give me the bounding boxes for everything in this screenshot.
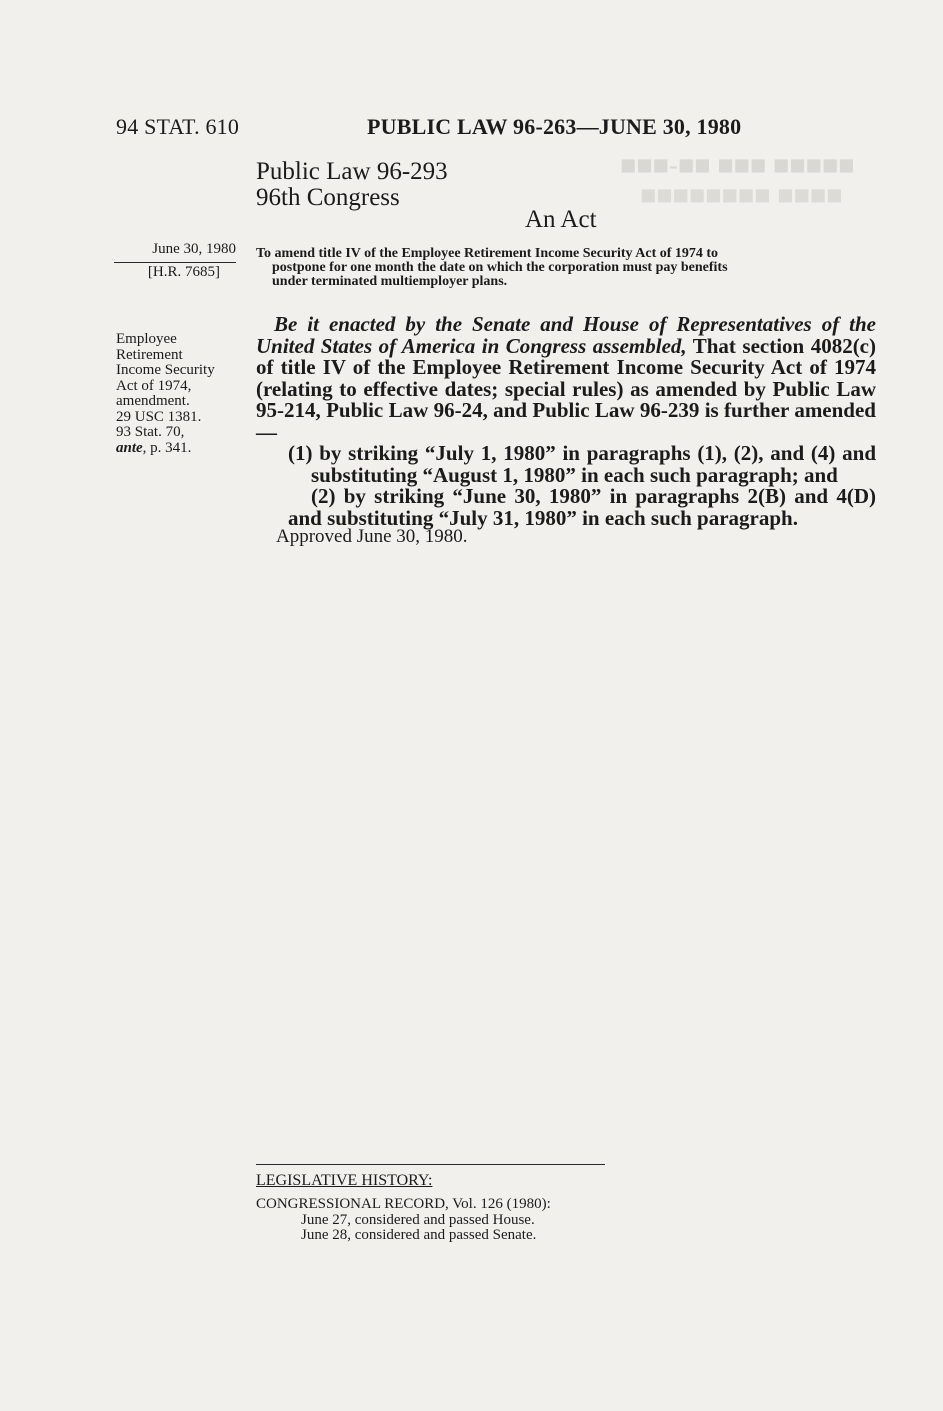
amendment-item: (2) by striking “June 30, 1980” in paragraphs 2(B) and 4(D) and substituting “July 31, 1980” in each such paragraph. [288, 484, 876, 530]
legislative-history-record [256, 1197, 551, 1244]
legislative-history-divider [256, 1164, 605, 1165]
ante-page: , p. 341. [142, 439, 192, 456]
history-entry: June 28, considered and passed Senate. [301, 1227, 537, 1243]
margin-note: 29 USC 1381. [116, 408, 202, 425]
section-text: That section 4082(c) of title IV of the Employee Retirement Income Security Act of 1974 (relating to effective dates; special rules) as amended by Public Law 95-214, Public Law 96-24, and Public Law 96-239 is further amended— [256, 333, 876, 444]
margin-note: Income Security [116, 362, 215, 378]
purpose-clause [256, 247, 876, 289]
bleed-through-shadow-2: ■■■■ ■■■■■■■■ [640, 180, 843, 210]
margin-bill-number: [H.R. 7685] [147, 264, 220, 280]
purpose-line: under terminated multiemployer plans. [272, 274, 508, 289]
purpose-line: To amend title IV of the Employee Retirement Income Security Act of 1974 to [256, 246, 719, 261]
margin-divider [114, 262, 236, 263]
margin-note: 93 Stat. 70, [116, 424, 185, 440]
public-law-number: Public Law 96-293 [256, 158, 448, 185]
margin-date: June 30, 1980 [152, 241, 236, 257]
bleed-through-shadow: ■■■■■ ■■■ ■■-■■■ [620, 150, 855, 180]
amendment-item: (1) by striking “July 1, 1980” in paragraphs (1), (2), and (4) and substituting “August 1, 1980” in each such paragraph; and [288, 441, 876, 487]
margin-note-ante [116, 441, 215, 457]
congress-number: 96th Congress [256, 184, 400, 211]
margin-note: amendment. [116, 393, 190, 409]
act-heading: An Act [525, 206, 597, 233]
margin-notes [116, 332, 215, 456]
history-entry: June 27, considered and passed House. [301, 1211, 535, 1228]
purpose-line: postpone for one month the date on which the corporation must pay benefits [272, 260, 728, 275]
running-title: PUBLIC LAW 96-263—JUNE 30, 1980 [367, 114, 742, 139]
enacting-clause: Be it enacted by the Senate and House of Representatives of the United States of America in Congress assembled, [256, 312, 876, 358]
stat-citation: 94 STAT. 610 [116, 114, 240, 139]
section-paragraph [256, 314, 876, 443]
ante-word: ante [116, 439, 143, 456]
margin-note: Act of 1974, [116, 377, 192, 394]
margin-note: Employee [116, 331, 177, 347]
approval-date: Approved June 30, 1980. [276, 526, 468, 547]
margin-note: Retirement [116, 346, 183, 363]
act-body [256, 314, 876, 529]
congressional-record: CONGRESSIONAL RECORD, Vol. 126 (1980): [256, 1196, 551, 1212]
legislative-history-title: LEGISLATIVE HISTORY: [256, 1172, 433, 1189]
